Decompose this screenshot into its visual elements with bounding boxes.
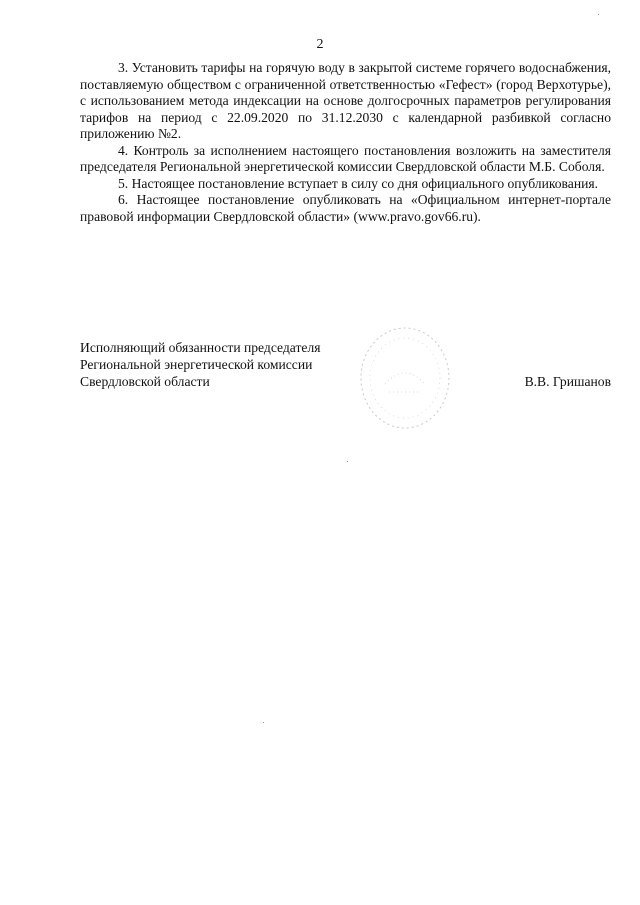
paragraph-3: 3. Установить тарифы на горячую воду в закрытой системе горячего водоснабжения, поставляемую обществом с ограниченной ответственностью «Гефест» (город Верхотурье), с использованием метода индексации на основе долгосрочных параметров регулирования тарифов на период с 22.09.2020 по 31.12.2030 с календарной разбивкой согласно приложению №2.: [80, 60, 611, 141]
signatory-role: [80, 339, 380, 390]
document-body: [80, 60, 611, 225]
paragraph-6: 6. Настоящее постановление опубликовать на «Официальном интернет-портале правовой информации Свердловской области» (www.pravo.gov66.ru).: [80, 192, 611, 224]
paragraph-4: 4. Контроль за исполнением настоящего постановления возложить на заместителя председателя Региональной энергетической комиссии Свердловской области М.Б. Соболя.: [80, 142, 611, 174]
signatory-role-line: Свердловской области: [80, 374, 210, 389]
signatory-role-line: Региональной энергетической комиссии: [80, 357, 313, 372]
scan-speck: [263, 722, 264, 723]
scan-speck: [598, 14, 599, 15]
signature-block: [80, 339, 611, 399]
signatory-name: В.В. Гришанов: [524, 374, 611, 389]
page-number: 2: [316, 37, 324, 52]
scan-speck: [347, 461, 348, 462]
signatory-role-line: Исполняющий обязанности председателя: [80, 340, 321, 355]
paragraph-5: 5. Настоящее постановление вступает в силу со дня официального опубликования.: [118, 175, 599, 191]
